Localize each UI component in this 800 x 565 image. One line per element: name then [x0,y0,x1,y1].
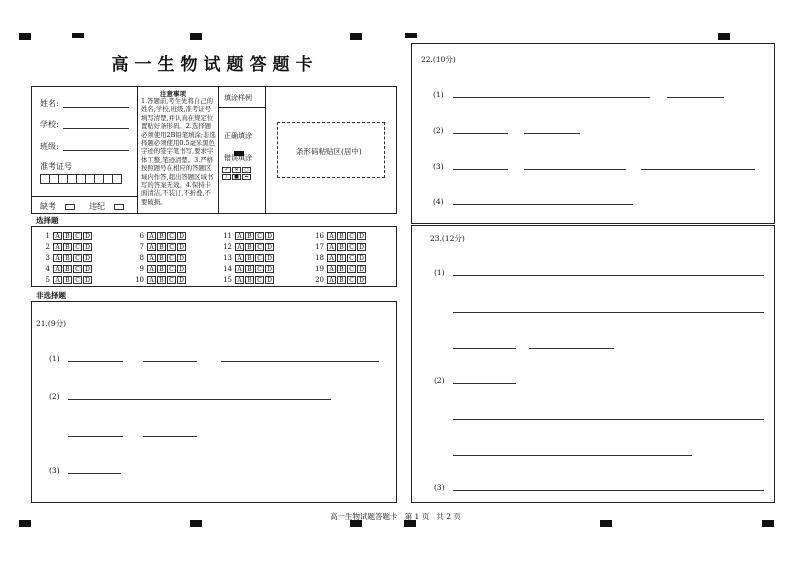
mcq-option-bubble[interactable]: B [245,243,254,251]
mcq-question-row [218,254,275,262]
mcq-question-row [36,276,93,284]
mcq-question-row [36,254,93,262]
mcq-option-bubble[interactable]: B [157,276,166,284]
mcq-question-row [130,232,187,240]
mcq-option-bubble[interactable]: D [177,232,186,240]
school-field[interactable] [63,128,129,129]
mcq-option-bubble[interactable]: B [63,243,72,251]
mcq-option-bubble[interactable]: A [235,254,244,262]
mcq-question-row [218,243,275,251]
mcq-question-number: 13 [223,254,232,262]
divider [265,86,266,214]
registration-mark [762,520,774,527]
school-label: 学校: [40,120,59,129]
mcq-option-bubble[interactable]: D [83,265,92,273]
registration-mark [405,33,417,38]
q23-box [411,225,775,503]
q22-part4-label: (4) [433,197,444,206]
mcq-option-bubble[interactable]: A [147,243,156,251]
q22-p2-answer-1[interactable] [453,133,508,134]
fill-example-title: 填涂样例 [224,94,252,102]
q23-part1-label: (1) [434,268,445,277]
mcq-question-number: 15 [223,276,232,284]
q21-p1-answer-1[interactable] [68,361,123,362]
mcq-option-bubble[interactable]: C [167,276,176,284]
absent-checkbox[interactable] [65,204,75,210]
q23-p1-answer-3[interactable] [453,348,516,349]
mcq-option-bubble[interactable]: D [83,232,92,240]
mcq-question-number: 19 [315,265,324,273]
q22-p1-answer-2[interactable] [667,97,724,98]
q21-title: 21.(9分) [36,319,67,328]
mcq-question-row [36,265,93,273]
q23-p3-answer-1[interactable] [453,490,764,491]
mcq-option-bubble[interactable]: A [235,276,244,284]
q22-part3-label: (3) [433,162,444,171]
mcq-option-bubble[interactable]: D [177,254,186,262]
mcq-option-bubble[interactable]: A [53,276,62,284]
page-footer: 高一生物试题答题卡 第 1 页 共 2 页 [330,512,461,521]
mcq-option-bubble[interactable]: C [347,276,356,284]
correct-fill-label: 正确填涂 [224,132,252,140]
wrong-mark: ━ [242,174,251,180]
registration-mark [350,33,362,40]
page-title: 高一生物试题答题卡 [111,55,319,75]
mcq-option-bubble[interactable]: A [327,243,336,251]
q22-p1-answer-1[interactable] [453,97,650,98]
mcq-option-bubble[interactable]: C [73,243,82,251]
q21-p1-answer-3[interactable] [221,361,379,362]
q21-p2-answer-3[interactable] [143,436,197,437]
wrong-mark: ○ [242,167,251,173]
mcq-question-row [310,243,367,251]
mcq-question-number: 1 [45,232,50,240]
mcq-option-bubble[interactable]: D [265,243,274,251]
mcq-option-bubble[interactable]: C [167,254,176,262]
mcq-option-bubble[interactable]: D [177,276,186,284]
mcq-option-bubble[interactable]: B [63,265,72,273]
mcq-option-bubble[interactable]: A [235,243,244,251]
violation-text: 违纪 [89,202,106,211]
mcq-question-number: 7 [139,243,144,251]
mcq-option-bubble[interactable]: A [53,243,62,251]
mcq-option-bubble[interactable]: D [177,243,186,251]
q21-p2-answer-2[interactable] [68,436,123,437]
mcq-option-bubble[interactable]: C [347,243,356,251]
mcq-option-bubble[interactable]: A [53,232,62,240]
registration-mark [72,33,84,38]
mcq-option-bubble[interactable]: B [337,232,346,240]
registration-mark [190,520,202,527]
violation-checkbox[interactable] [114,204,124,210]
mcq-option-bubble[interactable]: D [83,276,92,284]
exam-number-cells[interactable] [40,174,121,184]
mcq-option-bubble[interactable]: B [245,265,254,273]
mcq-option-bubble[interactable]: B [157,232,166,240]
q23-part3-label: (3) [434,483,445,492]
mcq-option-bubble[interactable]: D [357,254,366,262]
wrong-fill-samples [222,165,266,180]
divider [31,196,137,197]
mcq-option-bubble[interactable]: C [73,232,82,240]
q21-p3-answer-1[interactable] [68,473,121,474]
name-label: 姓名: [40,99,59,108]
q22-p3-answer-3[interactable] [641,169,755,170]
mcq-option-bubble[interactable]: B [63,276,72,284]
mcq-option-bubble[interactable]: B [245,254,254,262]
mcq-option-bubble[interactable]: A [53,254,62,262]
mcq-option-bubble[interactable]: D [265,276,274,284]
mcq-question-row [218,276,275,284]
mcq-option-bubble[interactable]: D [357,276,366,284]
q23-p2-answer-1[interactable] [453,383,516,384]
mcq-question-number: 10 [135,276,144,284]
q23-part2-label: (2) [434,376,445,385]
mcq-option-bubble[interactable]: D [357,232,366,240]
mcq-option-bubble[interactable]: A [327,254,336,262]
absent-label [40,201,124,212]
mcq-option-bubble[interactable]: C [255,254,264,262]
mcq-question-row [218,232,275,240]
exam-number-label: 准考证号 [40,162,72,171]
mcq-question-row [310,265,367,273]
wrong-mark: ✕ [232,167,241,173]
mcq-question-number: 17 [315,243,324,251]
mcq-question-row [218,265,275,273]
mcq-section-label: 选择题 [36,216,59,225]
mcq-option-bubble[interactable]: B [337,265,346,273]
mcq-option-bubble[interactable]: C [347,265,356,273]
notes-text: 1.答题前,考生先将自己的姓名,学校,班级,准考证号填写清楚,并认真在规定位置贴好条形码。2.选择题必须使用2B铅笔填涂;非选择题必须使用0.5毫米黑色字迹的签字笔书写,要求字体工整,笔迹清楚。3.严格按照题号在相应的答题区域内作答,超出答题区域书写的答案无效。4.保持卡面清洁,不装订,不折叠,不要破损。 [141,97,216,206]
mcq-question-number: 20 [315,276,324,284]
wrong-mark: ✓ [222,167,231,173]
mcq-option-bubble[interactable]: C [73,254,82,262]
mcq-option-bubble[interactable]: B [337,276,346,284]
mcq-option-bubble[interactable]: B [157,243,166,251]
mcq-option-bubble[interactable]: A [327,276,336,284]
notes-title: 注意事项 [160,90,186,98]
q23-p1-answer-1[interactable] [453,275,764,276]
mcq-option-bubble[interactable]: B [337,254,346,262]
mcq-option-bubble[interactable]: B [63,232,72,240]
q21-part3-label: (3) [49,466,60,475]
mcq-question-row [310,276,367,284]
mcq-question-number: 3 [45,254,50,262]
name-field[interactable] [63,107,129,108]
mcq-question-row [130,243,187,251]
mcq-option-bubble[interactable]: B [245,276,254,284]
mcq-question-number: 6 [139,232,144,240]
mcq-option-bubble[interactable]: C [73,276,82,284]
mcq-option-bubble[interactable]: A [53,265,62,273]
mcq-option-bubble[interactable]: A [147,254,156,262]
mcq-option-bubble[interactable]: C [167,243,176,251]
mcq-question-number: 9 [139,265,144,273]
mcq-option-bubble[interactable]: A [147,232,156,240]
wrong-mark: / [222,174,231,180]
mcq-option-bubble[interactable]: A [147,265,156,273]
q23-title: 23.(12分) [430,234,465,243]
mcq-option-bubble[interactable]: C [73,265,82,273]
q23-p1-answer-4[interactable] [529,348,614,349]
q21-part1-label: (1) [49,354,60,363]
mcq-question-number: 16 [315,232,324,240]
mcq-option-bubble[interactable]: D [83,254,92,262]
q22-title: 22.(10分) [421,55,456,64]
mcq-question-number: 2 [45,243,50,251]
mcq-option-bubble[interactable]: C [255,276,264,284]
mcq-question-number: 12 [223,243,232,251]
q21-p2-answer-1[interactable] [68,399,331,400]
wrong-fill-label: 错误填涂 [224,154,252,162]
q22-part1-label: (1) [433,90,444,99]
mcq-option-bubble[interactable]: A [235,265,244,273]
q22-p3-answer-2[interactable] [524,169,626,170]
mcq-option-bubble[interactable]: D [265,254,274,262]
q23-p2-answer-2[interactable] [453,419,764,420]
mcq-question-row [310,232,367,240]
q22-p4-answer-1[interactable] [453,204,633,205]
mcq-question-number: 4 [45,265,50,273]
wrong-mark: ■ [232,174,241,180]
mcq-option-bubble[interactable]: A [327,232,336,240]
absent-text: 缺考 [40,202,56,211]
mcq-option-bubble[interactable]: C [255,243,264,251]
mcq-question-row [130,254,187,262]
mcq-option-bubble[interactable]: D [357,243,366,251]
q22-p2-answer-2[interactable] [524,133,580,134]
mcq-question-number: 18 [315,254,324,262]
mcq-question-row [36,232,93,240]
divider [219,107,265,108]
registration-mark [19,520,31,527]
q22-part2-label: (2) [433,126,444,135]
mcq-question-number: 14 [223,265,232,273]
divider [137,86,138,214]
mcq-question-row [130,276,187,284]
mcq-option-bubble[interactable]: C [347,254,356,262]
mcq-option-bubble[interactable]: A [147,276,156,284]
mcq-question-row [130,265,187,273]
mcq-option-bubble[interactable]: B [337,243,346,251]
q23-p2-answer-3[interactable] [453,455,692,456]
mcq-option-bubble[interactable]: C [255,232,264,240]
registration-mark [600,520,612,527]
mcq-option-bubble[interactable]: D [177,265,186,273]
q21-p1-answer-2[interactable] [143,361,197,362]
mcq-option-bubble[interactable]: B [157,254,166,262]
mcq-option-bubble[interactable]: C [347,232,356,240]
q22-p3-answer-1[interactable] [453,169,508,170]
mcq-option-bubble[interactable]: C [255,265,264,273]
mcq-option-bubble[interactable]: D [265,232,274,240]
mcq-option-bubble[interactable]: A [235,232,244,240]
mcq-option-bubble[interactable]: B [63,254,72,262]
mcq-question-number: 11 [223,232,232,240]
mcq-option-bubble[interactable]: C [167,265,176,273]
mcq-option-bubble[interactable]: D [357,265,366,273]
mcq-question-number: 5 [45,276,50,284]
class-label: 班级: [40,142,59,151]
registration-mark [718,33,730,40]
mcq-question-number: 8 [139,254,144,262]
registration-mark [19,33,31,40]
q21-part2-label: (2) [49,392,60,401]
mcq-option-bubble[interactable]: C [167,232,176,240]
mcq-question-row [310,254,367,262]
barcode-label: 条形码粘贴区(居中) [296,147,362,156]
registration-mark [190,33,202,40]
class-field[interactable] [63,150,129,151]
mcq-option-bubble[interactable]: B [245,232,254,240]
q23-p1-answer-2[interactable] [453,312,764,313]
divider [218,86,219,214]
mcq-question-row [36,243,93,251]
mcq-option-bubble[interactable]: D [265,265,274,273]
mcq-option-bubble[interactable]: D [83,243,92,251]
mcq-option-bubble[interactable]: B [157,265,166,273]
nonmcq-section-label: 非选择题 [36,291,66,300]
mcq-option-bubble[interactable]: A [327,265,336,273]
